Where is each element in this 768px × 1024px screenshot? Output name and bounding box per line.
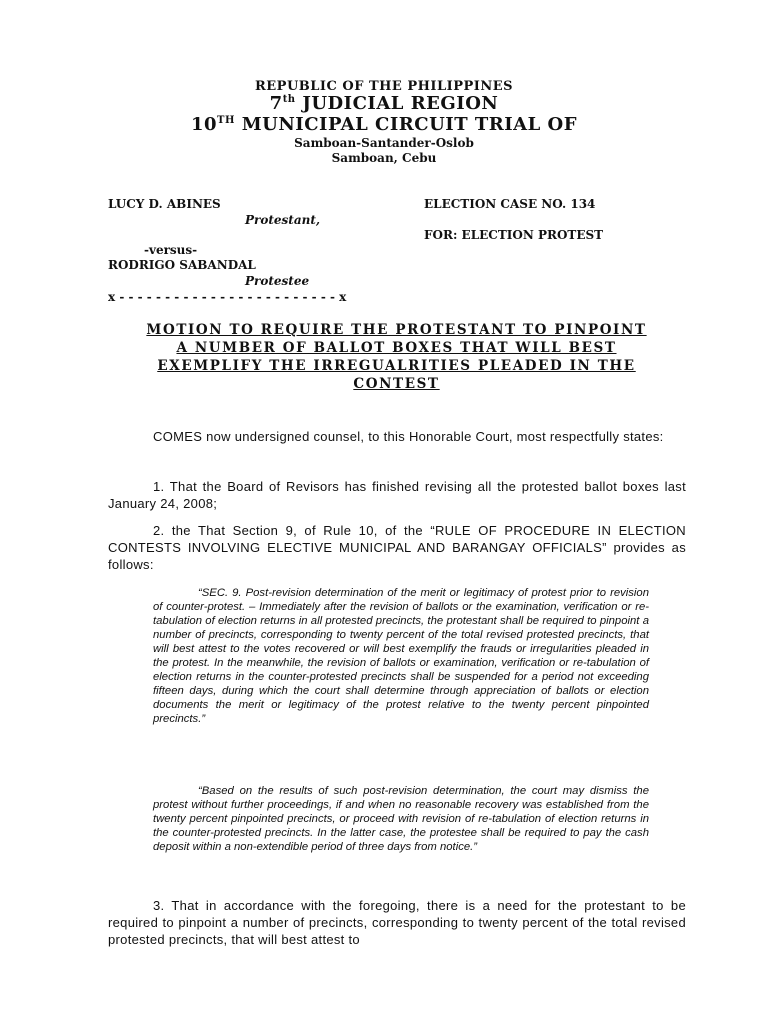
intro-paragraph: COMES now undersigned counsel, to this Honorable Court, most respectfully states: — [153, 429, 664, 444]
versus-label: -versus- — [144, 243, 198, 257]
header-court — [0, 114, 768, 135]
motion-title-line: MOTION TO REQUIRE THE PROTESTANT TO PINPOINT — [146, 322, 647, 338]
header-location: Samboan, Cebu — [331, 151, 437, 165]
header-court-text: MUNICIPAL CIRCUIT TRIAL OF — [234, 114, 577, 135]
protestant-role: Protestant, — [245, 213, 321, 227]
header-republic: REPUBLIC OF THE PHILIPPINES — [254, 79, 514, 94]
header-court-number: 10 — [190, 114, 218, 135]
paragraph-3: 3. That in accordance with the foregoing, there is a need for the protestant to be required to pinpoint a number of precincts, corresponding to twenty percent of the total revised protested precincts, that will best attest to — [108, 898, 686, 947]
case-number: ELECTION CASE NO. 134 — [424, 197, 596, 211]
header-court-suffix: TH — [217, 115, 235, 126]
motion-title — [108, 321, 685, 393]
header-judicial-region — [0, 93, 768, 114]
paragraph-2: 2. the That Section 9, of Rule 10, of the “RULE OF PROCEDURE IN ELECTION CONTESTS INVOLVING ELECTIVE MUNICIPAL AND BARANGAY OFFICIALS” provides as follows: — [108, 523, 686, 572]
case-nature: FOR: ELECTION PROTEST — [424, 228, 604, 242]
caption-separator: x - - - - - - - - - - - - - - - - - - - - - - - - x — [108, 290, 347, 304]
header-region-suffix: th — [282, 94, 296, 105]
header-municipalities: Samboan-Santander-Oslob — [294, 136, 474, 150]
protestee-name: RODRIGO SABANDAL — [108, 258, 256, 272]
quoted-section-9-continued: “Based on the results of such post-revision determination, the court may dismiss the protest without further proceedings, if and when no reasonable recovery was established from the twenty percent pinpointed precincts, or proceed with revision of re-tabulation of election returns in the counter-protested precincts. In the latter case, the protestee shall be required to pay the cash deposit within a non-extendible period of three days from notice.” — [153, 785, 649, 853]
quoted-section-9: “SEC. 9. Post-revision determination of the merit or legitimacy of protest prior to revision of counter-protest. – Immediately after the revision of ballots or the examination, verification or re-tabulation of election returns in all protested precincts, the protestant shall be required to pinpoint a number of precincts, corresponding to twenty percent of the total revised protested precincts, that will best attest to the votes recovered or will best exemplify the frauds or irregularities pleaded in the protest. In the meanwhile, the revision of ballots or examination, verification or re-tabulation of election returns in the counter-protested precincts shall be suspended for a period not exceeding fifteen days, during which the court shall determine through appreciation of ballots or election documents the merit or legitimacy of the protest relative to the twenty percent pinpointed precincts.” — [153, 587, 649, 725]
protestee-role: Protestee — [245, 274, 310, 288]
motion-title-line: A NUMBER OF BALLOT BOXES THAT WILL BEST — [176, 340, 617, 356]
protestant-name: LUCY D. ABINES — [108, 197, 221, 211]
motion-title-line: CONTEST — [353, 376, 440, 392]
header-region-number: 7 — [269, 93, 283, 114]
header-region-text: JUDICIAL REGION — [295, 93, 499, 114]
paragraph-1: 1. That the Board of Revisors has finished revising all the protested ballot boxes last January 24, 2008; — [108, 479, 686, 511]
motion-title-line: EXEMPLIFY THE IRREGUALRITIES PLEADED IN THE — [157, 358, 636, 374]
